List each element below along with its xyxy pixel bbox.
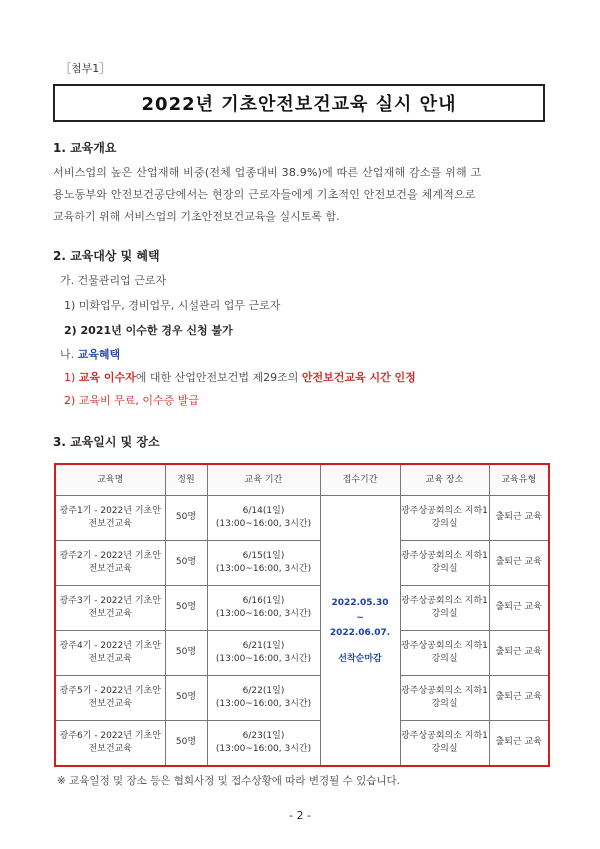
header-type: 교육유형 <box>489 464 549 496</box>
course-name: 광주4기 - 2022년 기초안전보건교육 <box>55 630 165 675</box>
capacity: 50명 <box>165 630 207 675</box>
period-time: (13:00~16:00, 3시간) <box>215 563 312 574</box>
course-name: 광주5기 - 2022년 기초안전보건교육 <box>55 675 165 720</box>
target-a-2: 2) 2021년 이수한 경우 신청 불가 <box>64 324 233 337</box>
title-box <box>53 84 545 122</box>
header-place: 교육 장소 <box>400 464 489 496</box>
table-row <box>55 585 549 630</box>
schedule-table <box>54 463 550 767</box>
course-name: 광주2기 - 2022년 기초안전보건교육 <box>55 540 165 585</box>
benefit-2: 2) 교육비 무료, 이수증 발급 <box>64 394 200 407</box>
period <box>207 496 320 541</box>
overview-line-3: 교육하기 위해 서비스업의 기초안전보건교육을 실시토록 함. <box>53 210 340 223</box>
benefit-1 <box>64 369 416 385</box>
period <box>207 675 320 720</box>
target-a-1: 1) 미화업무, 경비업무, 시설관리 업무 근로자 <box>64 299 281 312</box>
registration-start: 2022.05.30 <box>331 598 389 608</box>
period-time: (13:00~16:00, 3시간) <box>215 698 312 709</box>
course-type: 출퇴근 교육 <box>489 496 549 541</box>
table-row <box>55 540 549 585</box>
place: 광주상공회의소 지하1강의실 <box>400 585 489 630</box>
period <box>207 540 320 585</box>
schedule-note: ※ 교육일정 및 장소 등은 협회사정 및 접수상황에 따라 변경될 수 있습니다. <box>57 775 400 787</box>
benefit-heading <box>60 346 120 362</box>
registration-tilde: ~ <box>356 613 364 623</box>
benefit-label: 교육혜택 <box>77 348 121 361</box>
place: 광주상공회의소 지하1강의실 <box>400 720 489 766</box>
overview-line-2: 용노동부와 안전보건공단에서는 현장의 근로자들에게 기초적인 안전보건을 체계적으로 <box>53 188 476 201</box>
period-date: 6/21(1일) <box>242 640 285 651</box>
period <box>207 630 320 675</box>
header-course: 교육명 <box>55 464 165 496</box>
attachment-label: ［첨부1］ <box>60 62 111 75</box>
period-date: 6/22(1일) <box>242 685 285 696</box>
course-name: 광주6기 - 2022년 기초안전보건교육 <box>55 720 165 766</box>
benefit-1-prefix: 1) <box>64 371 79 384</box>
place: 광주상공회의소 지하1강의실 <box>400 540 489 585</box>
overview-line-1: 서비스업의 높은 산업재해 비중(전체 업종대비 38.9%)에 따른 산업재해 감소를 위해 고 <box>53 166 482 179</box>
period-time: (13:00~16:00, 3시간) <box>215 608 312 619</box>
capacity: 50명 <box>165 720 207 766</box>
capacity: 50명 <box>165 540 207 585</box>
table-row <box>55 675 549 720</box>
benefit-prefix: 나. <box>60 348 78 361</box>
course-type: 출퇴근 교육 <box>489 540 549 585</box>
capacity: 50명 <box>165 585 207 630</box>
table-header-row <box>55 464 549 496</box>
section-2-heading: 2. 교육대상 및 혜택 <box>53 249 160 263</box>
place: 광주상공회의소 지하1강의실 <box>400 630 489 675</box>
period <box>207 720 320 766</box>
registration-period <box>320 496 400 767</box>
course-type: 출퇴근 교육 <box>489 675 549 720</box>
period-date: 6/16(1일) <box>242 595 285 606</box>
section-3-heading: 3. 교육일시 및 장소 <box>53 435 160 449</box>
header-period: 교육 기간 <box>207 464 320 496</box>
period-date: 6/14(1일) <box>242 505 285 516</box>
period-date: 6/23(1일) <box>242 730 285 741</box>
section-1-heading: 1. 교육개요 <box>53 141 117 155</box>
place: 광주상공회의소 지하1강의실 <box>400 496 489 541</box>
page-number: - 2 - <box>289 809 311 822</box>
capacity: 50명 <box>165 675 207 720</box>
table-row <box>55 630 549 675</box>
target-a: 가. 건물관리업 근로자 <box>60 274 167 287</box>
benefit-1-red-2: 안전보건교육 시간 인정 <box>301 371 416 384</box>
table-row <box>55 720 549 766</box>
header-capacity: 정원 <box>165 464 207 496</box>
course-name: 광주3기 - 2022년 기초안전보건교육 <box>55 585 165 630</box>
period-time: (13:00~16:00, 3시간) <box>215 518 312 529</box>
period-time: (13:00~16:00, 3시간) <box>215 653 312 664</box>
registration-end: 2022.06.07. <box>329 628 391 638</box>
table-row <box>55 496 549 541</box>
benefit-1-mid: 에 대한 산업안전보건법 제29조의 <box>135 371 302 384</box>
course-type: 출퇴근 교육 <box>489 720 549 766</box>
course-type: 출퇴근 교육 <box>489 585 549 630</box>
period <box>207 585 320 630</box>
document-title: 2022년 기초안전보건교육 실시 안내 <box>141 94 457 115</box>
period-date: 6/15(1일) <box>242 550 285 561</box>
capacity: 50명 <box>165 496 207 541</box>
course-type: 출퇴근 교육 <box>489 630 549 675</box>
registration-method: 선착순마감 <box>338 654 382 664</box>
course-name: 광주1기 - 2022년 기초안전보건교육 <box>55 496 165 541</box>
place: 광주상공회의소 지하1강의실 <box>400 675 489 720</box>
period-time: (13:00~16:00, 3시간) <box>215 743 312 754</box>
header-registration: 접수기간 <box>320 464 400 496</box>
benefit-1-red-1: 교육 이수자 <box>78 371 136 384</box>
